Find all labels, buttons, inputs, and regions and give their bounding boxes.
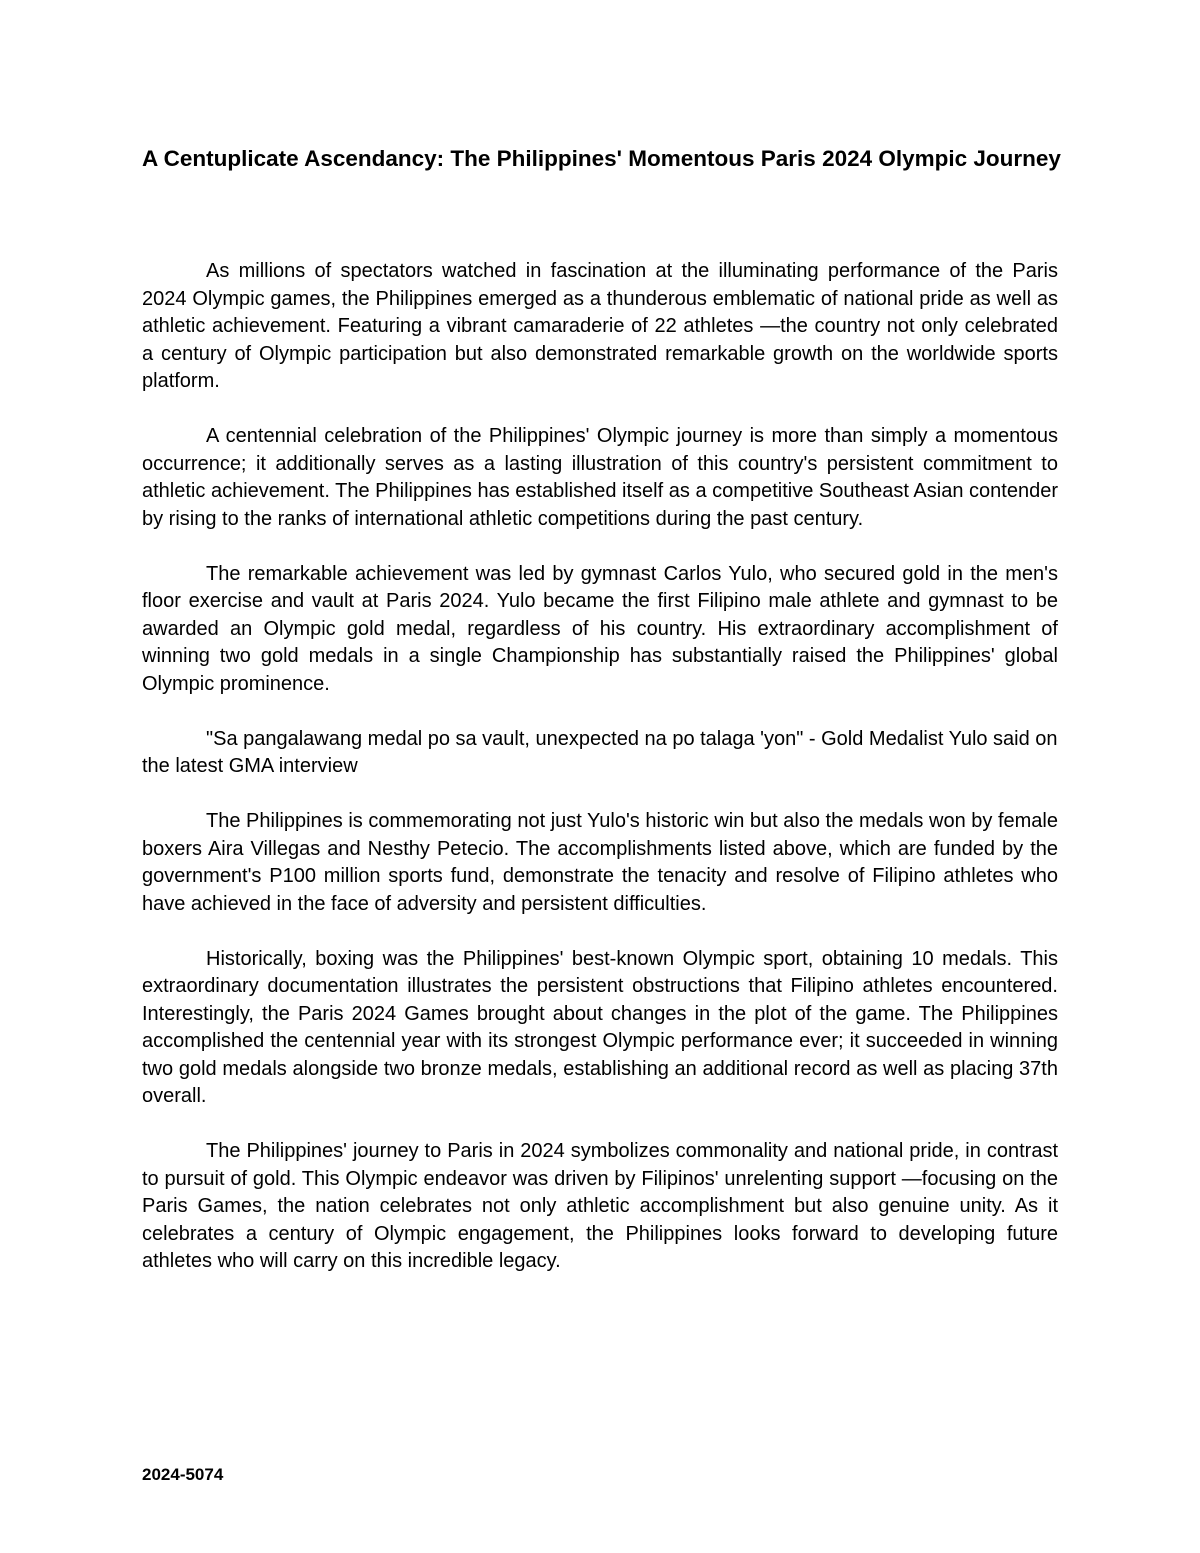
paragraph-yulo-achievement: The remarkable achievement was led by gymnast Carlos Yulo, who secured gold in the men's floor exercise and vault at Paris 2024. Yulo became the first Filipino male athlete and gymnast to be awarded an Olympic gold medal, regardless of his country. His extraordinary accomplishment of winning two gold medals in a single Championship has substantially raised the Philippines' global Olympic prominence. — [142, 562, 1058, 695]
paragraph-centennial: A centennial celebration of the Philippines' Olympic journey is more than simply a momentous occurrence; it additionally serves as a lasting illustration of this country's persistent commitment to athletic achievement. The Philippines has established itself as a competitive Southeast Asian contender by rising to the ranks of international athletic competitions during the past century. — [142, 425, 1058, 530]
article-body — [142, 258, 1058, 1303]
paragraph-yulo-quote: "Sa pangalawang medal po sa vault, unexpected na po talaga 'yon" - Gold Medalist Yulo said on the latest GMA interview — [142, 727, 1058, 777]
article-title: A Centuplicate Ascendancy: The Philippines' Momentous Paris 2024 Olympic Journey — [142, 146, 1061, 171]
paragraph-boxers-medals: The Philippines is commemorating not just Yulo's historic win but also the medals won by female boxers Aira Villegas and Nesthy Petecio. The accomplishments listed above, which are funded by the government's P100 million sports fund, demonstrate the tenacity and resolve of Filipino athletes who have achieved in the face of adversity and persistent difficulties. — [142, 810, 1058, 915]
document-code: 2024-5074 — [142, 1465, 224, 1484]
paragraph-conclusion: The Philippines' journey to Paris in 2024 symbolizes commonality and national pride, in contrast to pursuit of gold. This Olympic endeavor was driven by Filipinos' unrelenting support —focusing on the Paris Games, the nation celebrates not only athletic accomplishment but also genuine unity. As it celebrates a century of Olympic engagement, the Philippines looks forward to developing future athletes who will carry on this incredible legacy. — [142, 1140, 1058, 1272]
paragraph-intro: As millions of spectators watched in fascination at the illuminating performance of the Paris 2024 Olympic games, the Philippines emerged as a thunderous emblematic of national pride as well as athletic achievement. Featuring a vibrant camaraderie of 22 athletes —the country not only celebrated a century of Olympic participation but also demonstrated remarkable growth on the worldwide sports platform. — [142, 260, 1058, 392]
paragraph-boxing-history: Historically, boxing was the Philippines' best-known Olympic sport, obtaining 10 medals. This extraordinary documentation illustrates the persistent obstructions that Filipino athletes encountered. Interestingly, the Paris 2024 Games brought about changes in the plot of the game. The Philippines accomplished the centennial year with its strongest Olympic performance ever; it succeeded in winning two gold medals alongside two bronze medals, establishing an additional record as well as placing 37th overall. — [142, 947, 1058, 1107]
